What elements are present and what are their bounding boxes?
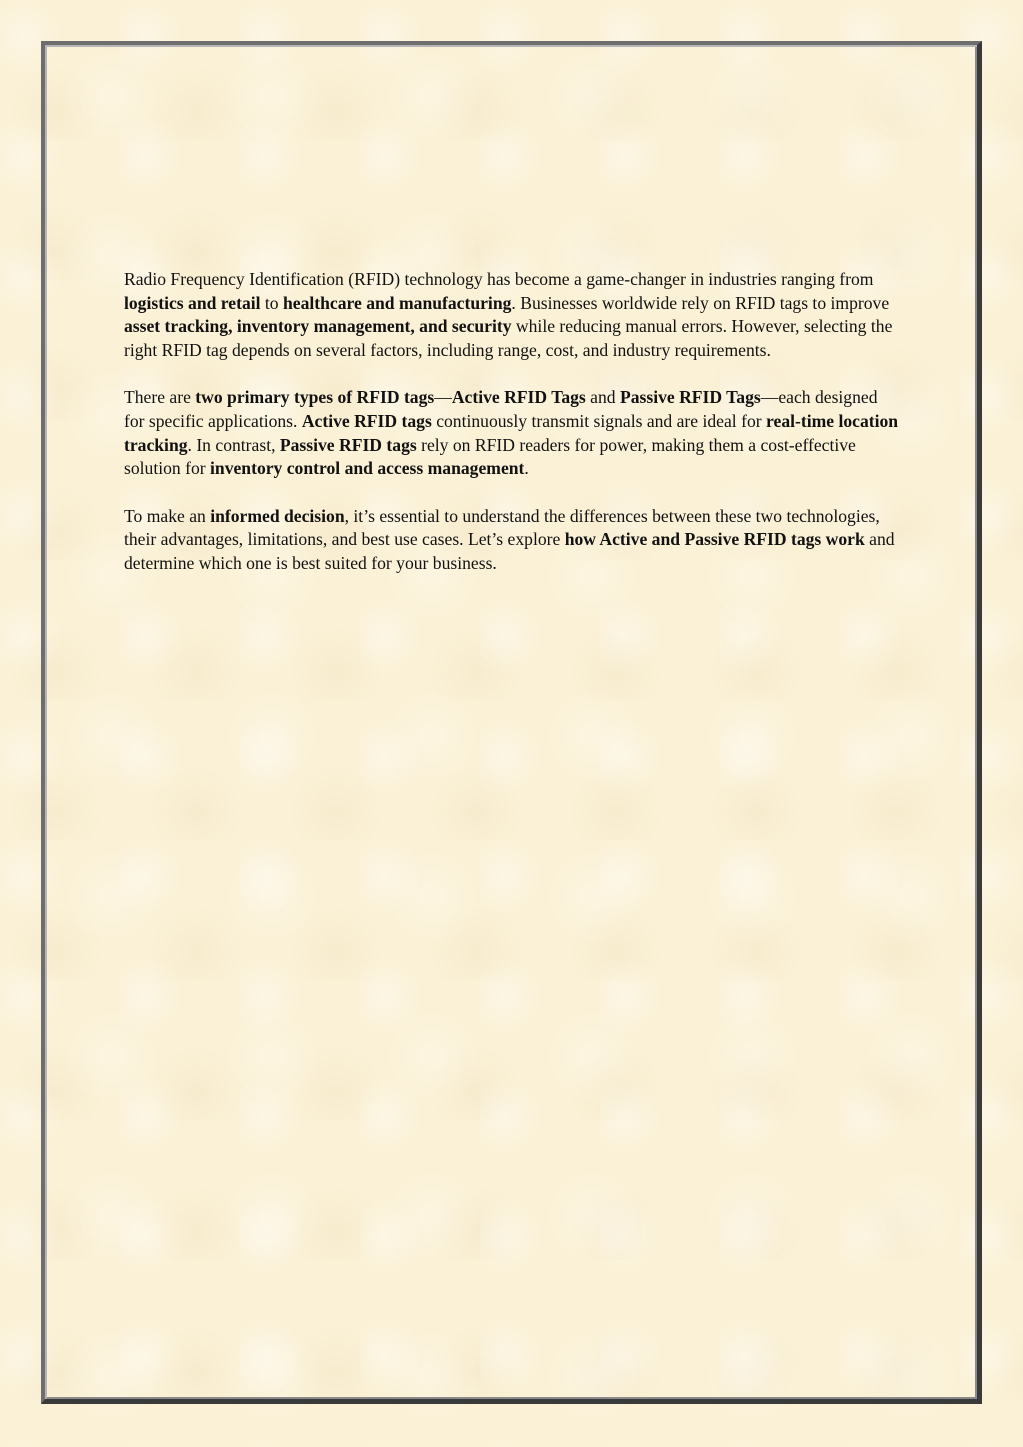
bold-phrase: two primary types of RFID tags: [195, 387, 435, 408]
bold-phrase: Active RFID Tags: [451, 387, 586, 408]
bold-phrase: logistics and retail: [124, 292, 261, 313]
bold-phrase: healthcare and manufacturing: [283, 292, 512, 313]
text-run: . Businesses worldwide rely on RFID tags to improve: [511, 292, 890, 313]
bold-phrase: inventory control and access management: [210, 458, 525, 479]
bold-phrase: how Active and Passive RFID tags work: [564, 529, 865, 550]
text-run: . In contrast,: [187, 434, 280, 455]
bold-phrase: Passive RFID Tags: [619, 387, 761, 408]
paragraph-intro: [124, 268, 899, 362]
text-run: rely on RFID readers for power, making them a cost-effective solution for: [124, 434, 856, 479]
text-run: —: [434, 387, 452, 408]
text-run: There are: [124, 387, 196, 408]
paragraph-types: [124, 386, 899, 480]
text-run: and determine which one is best suited for your business.: [124, 529, 895, 573]
text-run: .: [524, 458, 529, 479]
text-run: to: [260, 292, 283, 313]
bold-phrase: asset tracking, inventory management, and security: [124, 316, 512, 337]
text-run: and: [585, 387, 620, 408]
text-run: , it’s essential to understand the differences between these two technologies, their advantages, limitations, and best use cases. Let’s explore: [124, 505, 880, 550]
bold-phrase: Passive RFID tags: [279, 434, 417, 455]
bold-phrase: real-time location tracking: [124, 410, 899, 455]
text-run: continuously transmit signals and are ideal for: [431, 410, 767, 431]
text-run: while reducing manual errors. However, selecting the right RFID tag depends on several factors, including range, cost, and industry requirements.: [124, 316, 893, 360]
text-run: Radio Frequency Identification (RFID) technology has become a game-changer in industries ranging from: [124, 269, 874, 289]
document-body: [124, 268, 899, 600]
text-run: To make an: [124, 505, 211, 526]
paragraph-decision: [124, 505, 899, 576]
bold-phrase: Active RFID tags: [301, 410, 432, 431]
text-run: —each designed for specific applications.: [124, 387, 878, 431]
page-border-frame: [41, 41, 982, 1404]
bold-phrase: informed decision: [210, 505, 345, 526]
